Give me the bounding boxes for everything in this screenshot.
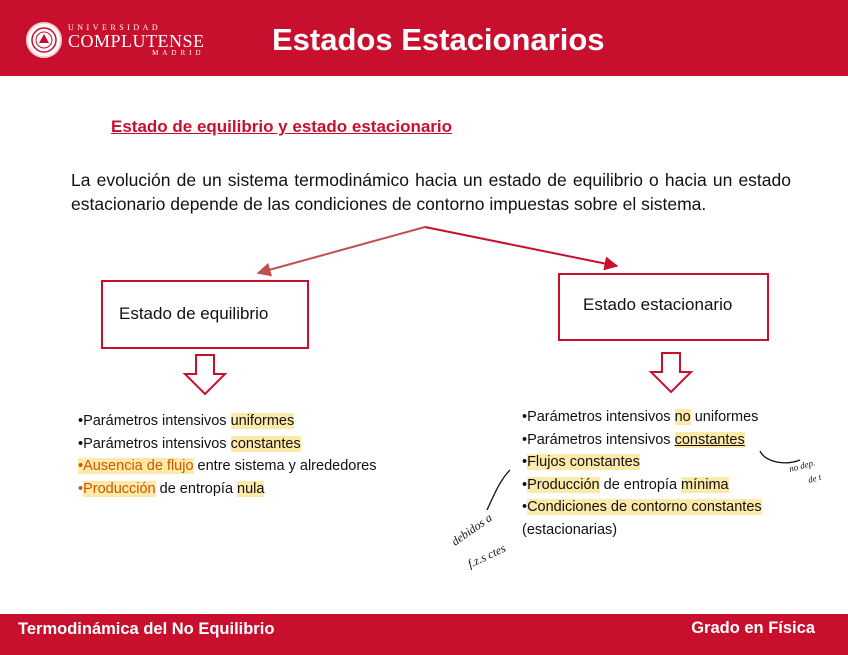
logo-university-text: UNIVERSIDAD (68, 22, 162, 32)
list-item: •Parámetros intensivos constantes (522, 431, 745, 448)
list-item: (estacionarias) (522, 521, 618, 538)
down-arrow-left-icon (185, 355, 225, 394)
footer-degree: Grado en Física (691, 619, 815, 637)
handwritten-bracket (487, 470, 510, 510)
arrow-to-stationary (425, 227, 617, 266)
page-title: Estados Estacionarios (272, 22, 605, 57)
stationary-box (558, 273, 769, 341)
list-item: •Parámetros intensivos no uniformes (522, 409, 759, 425)
logo-name-text: COMPLUTENSE (68, 30, 205, 51)
list-item: •Parámetros intensivos constantes (78, 435, 301, 452)
handwritten-note-3: no dep. (787, 457, 817, 474)
equilibrium-box-label: Estado de equilibrio (119, 304, 269, 323)
list-item: •Producción de entropía nula (78, 480, 265, 497)
arrow-to-equilibrium (258, 227, 425, 273)
list-item: •Condiciones de contorno constantes (522, 499, 762, 515)
highlighted-term: uniformes (230, 413, 295, 429)
down-arrow-right-icon (651, 353, 691, 392)
highlighted-term: Producción (527, 476, 600, 493)
highlighted-term: constantes (230, 435, 301, 452)
section-subtitle: Estado de equilibrio y estado estacionario (111, 117, 453, 136)
stationary-properties-list (522, 406, 762, 541)
logo-city-text: MADRID (152, 48, 205, 57)
list-item: •Ausencia de flujo entre sistema y alrededores (78, 458, 377, 474)
list-item: •Producción de entropía mínima (522, 476, 729, 493)
footer-course-title: Termodinámica del No Equilibrio (18, 620, 275, 638)
intro-paragraph: La evolución de un sistema termodinámico hacia un estado de equilibrio o hacia un estado estacionario depende de las condiciones de contorno impuestas sobre el sistema. (71, 170, 791, 214)
equilibrium-properties-list (78, 410, 376, 500)
highlighted-term: Flujos constantes (527, 454, 640, 470)
highlighted-term: Condiciones de contorno constantes (527, 499, 762, 515)
handwritten-note-4: de t (806, 471, 823, 485)
highlighted-term: constantes (674, 431, 745, 448)
handwritten-note-2: f.z.s ctes (465, 540, 508, 571)
equilibrium-box (101, 280, 309, 349)
highlighted-term: •Ausencia de flujo (78, 458, 194, 474)
handwritten-underline (760, 451, 800, 463)
highlighted-term: nula (237, 480, 265, 497)
list-item: •Flujos constantes (522, 454, 640, 470)
highlighted-term: Producción (83, 480, 156, 497)
highlighted-term: mínima (681, 476, 729, 493)
list-item: •Parámetros intensivos uniformes (78, 413, 295, 429)
stationary-box-label: Estado estacionario (583, 295, 733, 314)
handwritten-note-1: debidos a (448, 510, 495, 549)
highlighted-term: no (674, 409, 691, 425)
